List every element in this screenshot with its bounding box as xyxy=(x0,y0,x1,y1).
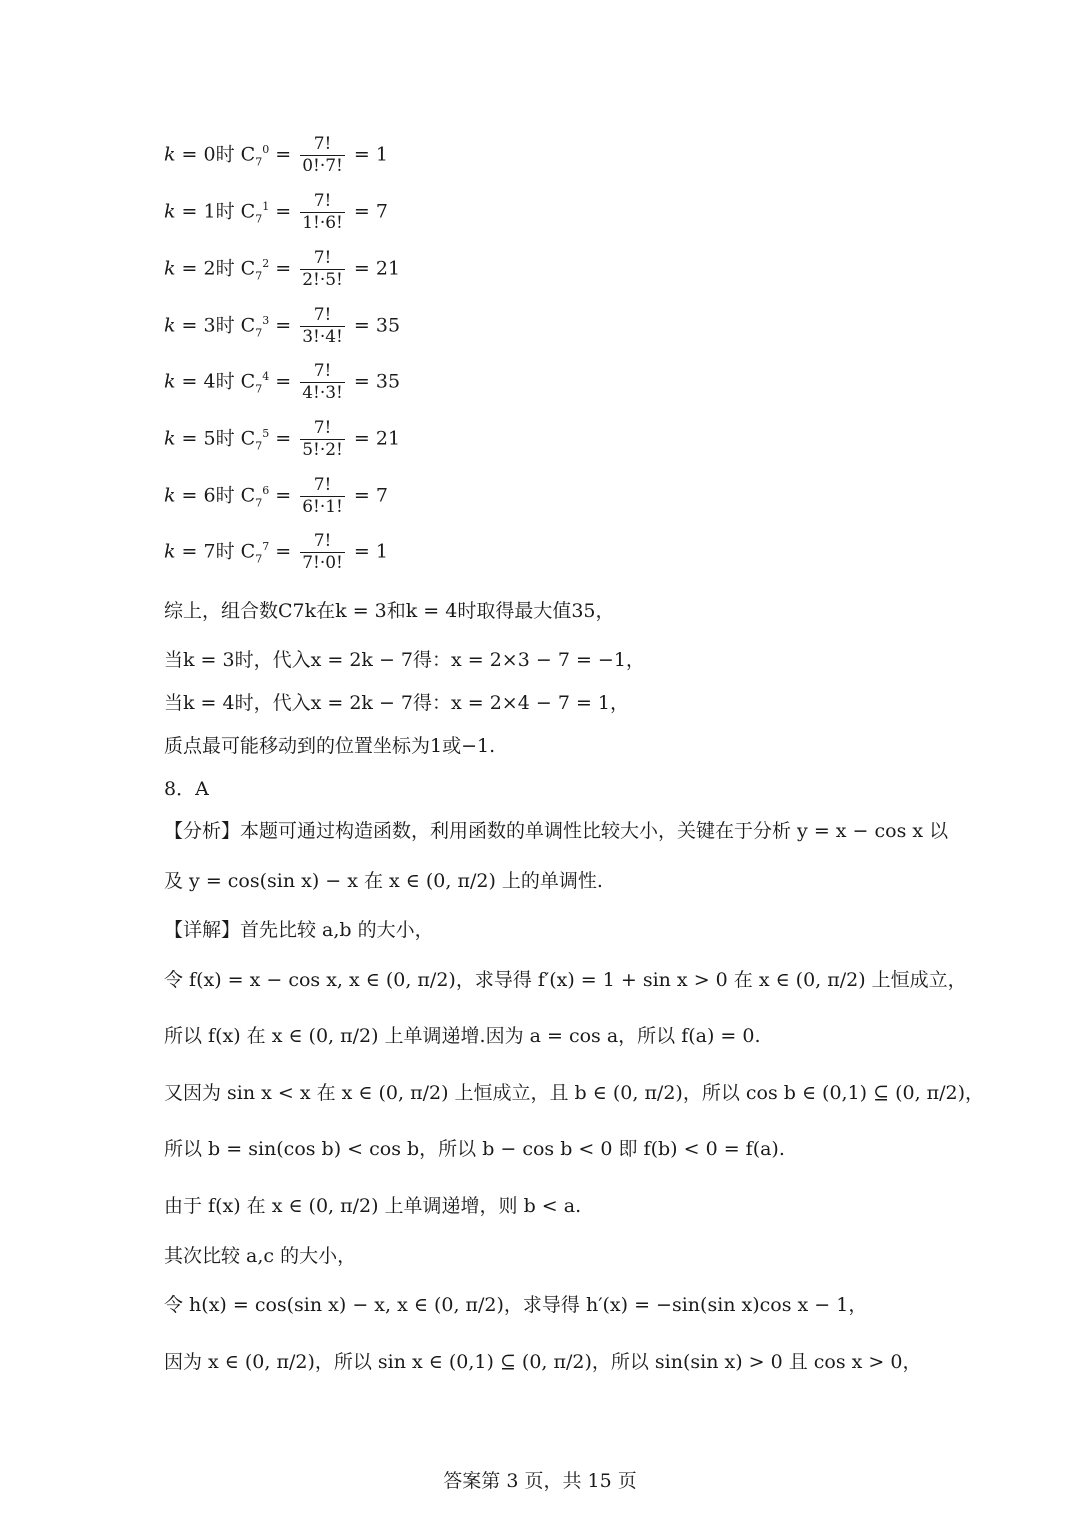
detail-line: 所以 f(x) 在 x ∈ (0, π/2) 上单调递增.因为 a = cos a，所以 f(a) = 0. xyxy=(164,1025,761,1047)
detail-line: 【详解】首先比较 a,b 的大小， xyxy=(164,919,434,941)
summary-line: 综上，组合数C7k在k = 3和k = 4时取得最大值35， xyxy=(164,600,615,622)
page-footer: 答案第 3 页，共 15 页 xyxy=(443,1470,637,1492)
binomial-row: k = 6时 $C_7^6$ = $\frac{7!}{6!\cdot 1!}$ = 7 xyxy=(164,475,388,517)
binomial-row: k = 4时 $C_7^4$ = $\frac{7!}{4!\cdot 3!}$ = 35 xyxy=(164,361,401,403)
detail-line: 其次比较 a,c 的大小， xyxy=(164,1245,357,1267)
summary-line: 当k = 4时，代入x = 2k − 7得：x = 2×4 − 7 = 1， xyxy=(164,692,629,714)
detail-line: 又因为 sin x < x 在 x ∈ (0, π/2) 上恒成立，且 b ∈ (0, π/2)，所以 cos b ∈ (0,1) ⊆ (0, π/2)， xyxy=(164,1082,985,1104)
binomial-row: k = 0时 $C_7^0$ = $\frac{7!}{0!\cdot 7!}$ = 1 xyxy=(164,134,388,176)
binomial-row: k = 7时 $C_7^7$ = $\frac{7!}{7!\cdot 0!}$ = 1 xyxy=(164,531,388,573)
detail-line: 因为 x ∈ (0, π/2)，所以 sin x ∈ (0,1) ⊆ (0, π/2)，所以 sin(sin x) > 0 且 cos x > 0， xyxy=(164,1351,922,1373)
binomial-row: k = 5时 $C_7^5$ = $\frac{7!}{5!\cdot 2!}$ = 21 xyxy=(164,418,401,460)
detail-line: 由于 f(x) 在 x ∈ (0, π/2) 上单调递增，则 b < a. xyxy=(164,1195,582,1217)
detail-line: 令 h(x) = cos(sin x) − x, x ∈ (0, π/2)，求导得 h′(x) = −sin(sin x)cos x − 1， xyxy=(164,1294,868,1316)
binomial-row: k = 2时 $C_7^2$ = $\frac{7!}{2!\cdot 5!}$ = 21 xyxy=(164,248,401,290)
summary-line: 质点最可能移动到的位置坐标为1或−1. xyxy=(164,735,496,757)
summary-line: 当k = 3时，代入x = 2k − 7得：x = 2×3 − 7 = −1， xyxy=(164,649,645,671)
detail-line: 所以 b = sin(cos b) < cos b，所以 b − cos b < 0 即 f(b) < 0 = f(a). xyxy=(164,1138,785,1160)
analysis-line: 及 y = cos(sin x) − x 在 x ∈ (0, π/2) 上的单调性. xyxy=(164,870,603,892)
question-answer: 8．A xyxy=(164,778,209,800)
binomial-row: k = 1时 $C_7^1$ = $\frac{7!}{1!\cdot 6!}$ = 7 xyxy=(164,191,388,233)
detail-line: 令 f(x) = x − cos x, x ∈ (0, π/2)，求导得 f′(x) = 1 + sin x > 0 在 x ∈ (0, π/2) 上恒成立， xyxy=(164,969,967,991)
binomial-row: k = 3时 $C_7^3$ = $\frac{7!}{3!\cdot 4!}$ = 35 xyxy=(164,305,401,347)
analysis-line: 【分析】本题可通过构造函数，利用函数的单调性比较大小，关键在于分析 y = x − cos x 以 xyxy=(164,820,949,842)
